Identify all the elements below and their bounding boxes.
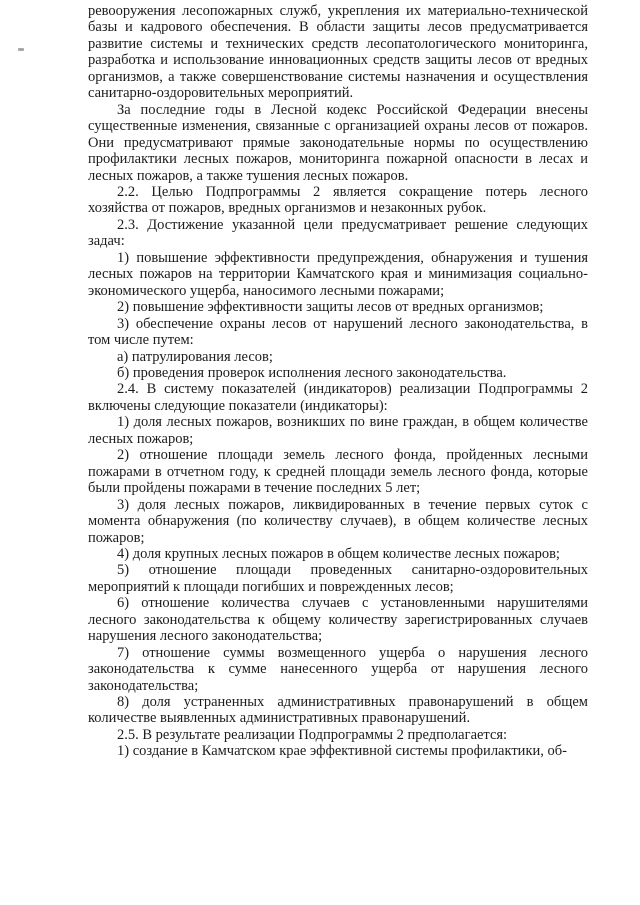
task-item-3b: б) проведения проверок исполнения лесного законодательства. [117,364,507,381]
paragraph-2-2-goal: 2.2. Целью Подпрограммы 2 является сокращение потерь лесного хозяйства от пожаров, вредных организмов и незаконных рубок. [88,183,588,217]
task-item-2: 2) повышение эффективности защиты лесов от вредных организмов; [117,299,544,316]
result-item-1: 1) создание в Камчатском крае эффективной системы профилактики, об- [117,743,567,760]
indicator-item-3: 3) доля лесных пожаров, ликвидированных в течение первых суток с момента обнаружения (по количеству случаев), в общем количестве лесных пожаров; [88,496,588,546]
paragraph-forest-code: За последние годы в Лесной кодекс Российской Федерации внесены существенные изменения, связанные с организацией охраны лесов от пожаров. Они предусматривают прямые законодательные нормы по осуществлению профилактики лесных пожаров, мониторинга пожарной опасности в лесах и лесных пожаров, а также тушения лесных пожаров. [88,101,588,184]
indicator-item-5: 5) отношение площади проведенных санитарно-оздоровительных мероприятий к площади погибших и поврежденных лесов; [88,562,588,595]
task-item-3: 3) обеспечение охраны лесов от нарушений лесного законодательства, в том числе путем: [88,315,588,349]
indicator-item-7: 7) отношение суммы возмещенного ущерба о нарушения лесного законодательства к сумме нанесенного ущерба от нарушения лесного законодательства; [88,644,588,694]
task-item-3a: а) патрулирования лесов; [117,348,273,365]
paragraph-2-4-indicators: 2.4. В систему показателей (индикаторов) реализации Подпрограммы 2 включены следующие показатели (индикаторы): [88,381,588,414]
document-body [88,3,588,760]
indicator-item-6: 6) отношение количества случаев с установленными нарушителями лесного законодательства к общему количеству зарегистрированных случаев нарушения лесного законодательства; [88,595,588,645]
indicator-item-2: 2) отношение площади земель лесного фонда, пройденных лесными пожарами в отчетном году, к средней площади земель лесного фонда, которые были пройдены пожарами в течение последних 5 лет; [88,447,588,497]
paragraph-2-5-results: 2.5. В результате реализации Подпрограммы 2 предполагается: [117,726,508,743]
indicator-item-8: 8) доля устраненных административных правонарушений в общем количестве выявленных административных правонарушений. [88,694,588,727]
scan-mark [18,48,24,51]
paragraph-2-3-tasks: 2.3. Достижение указанной цели предусматривает решение следующих задач: [88,216,588,250]
indicator-item-1: 1) доля лесных пожаров, возникших по вине граждан, в общем количестве лесных пожаров; [88,414,588,447]
task-item-1: 1) повышение эффективности предупреждения, обнаружения и тушения лесных пожаров на территории Камчатского края и минимизация социально-экономического ущерба, наносимого лесными пожарами; [88,249,588,299]
indicator-item-4: 4) доля крупных лесных пожаров в общем количестве лесных пожаров; [117,545,560,562]
paragraph-continuation: ревооружения лесопожарных служб, укрепления их материально-технической базы и кадрового обеспечения. В области защиты лесов предусматривается развитие системы и технических средств лесопатологического мониторинга, разработка и использование инновационных средств защиты лесов от вредных организмов, а также совершенствование системы назначения и осуществления санитарно-оздоровительных мероприятий. [88,3,588,102]
